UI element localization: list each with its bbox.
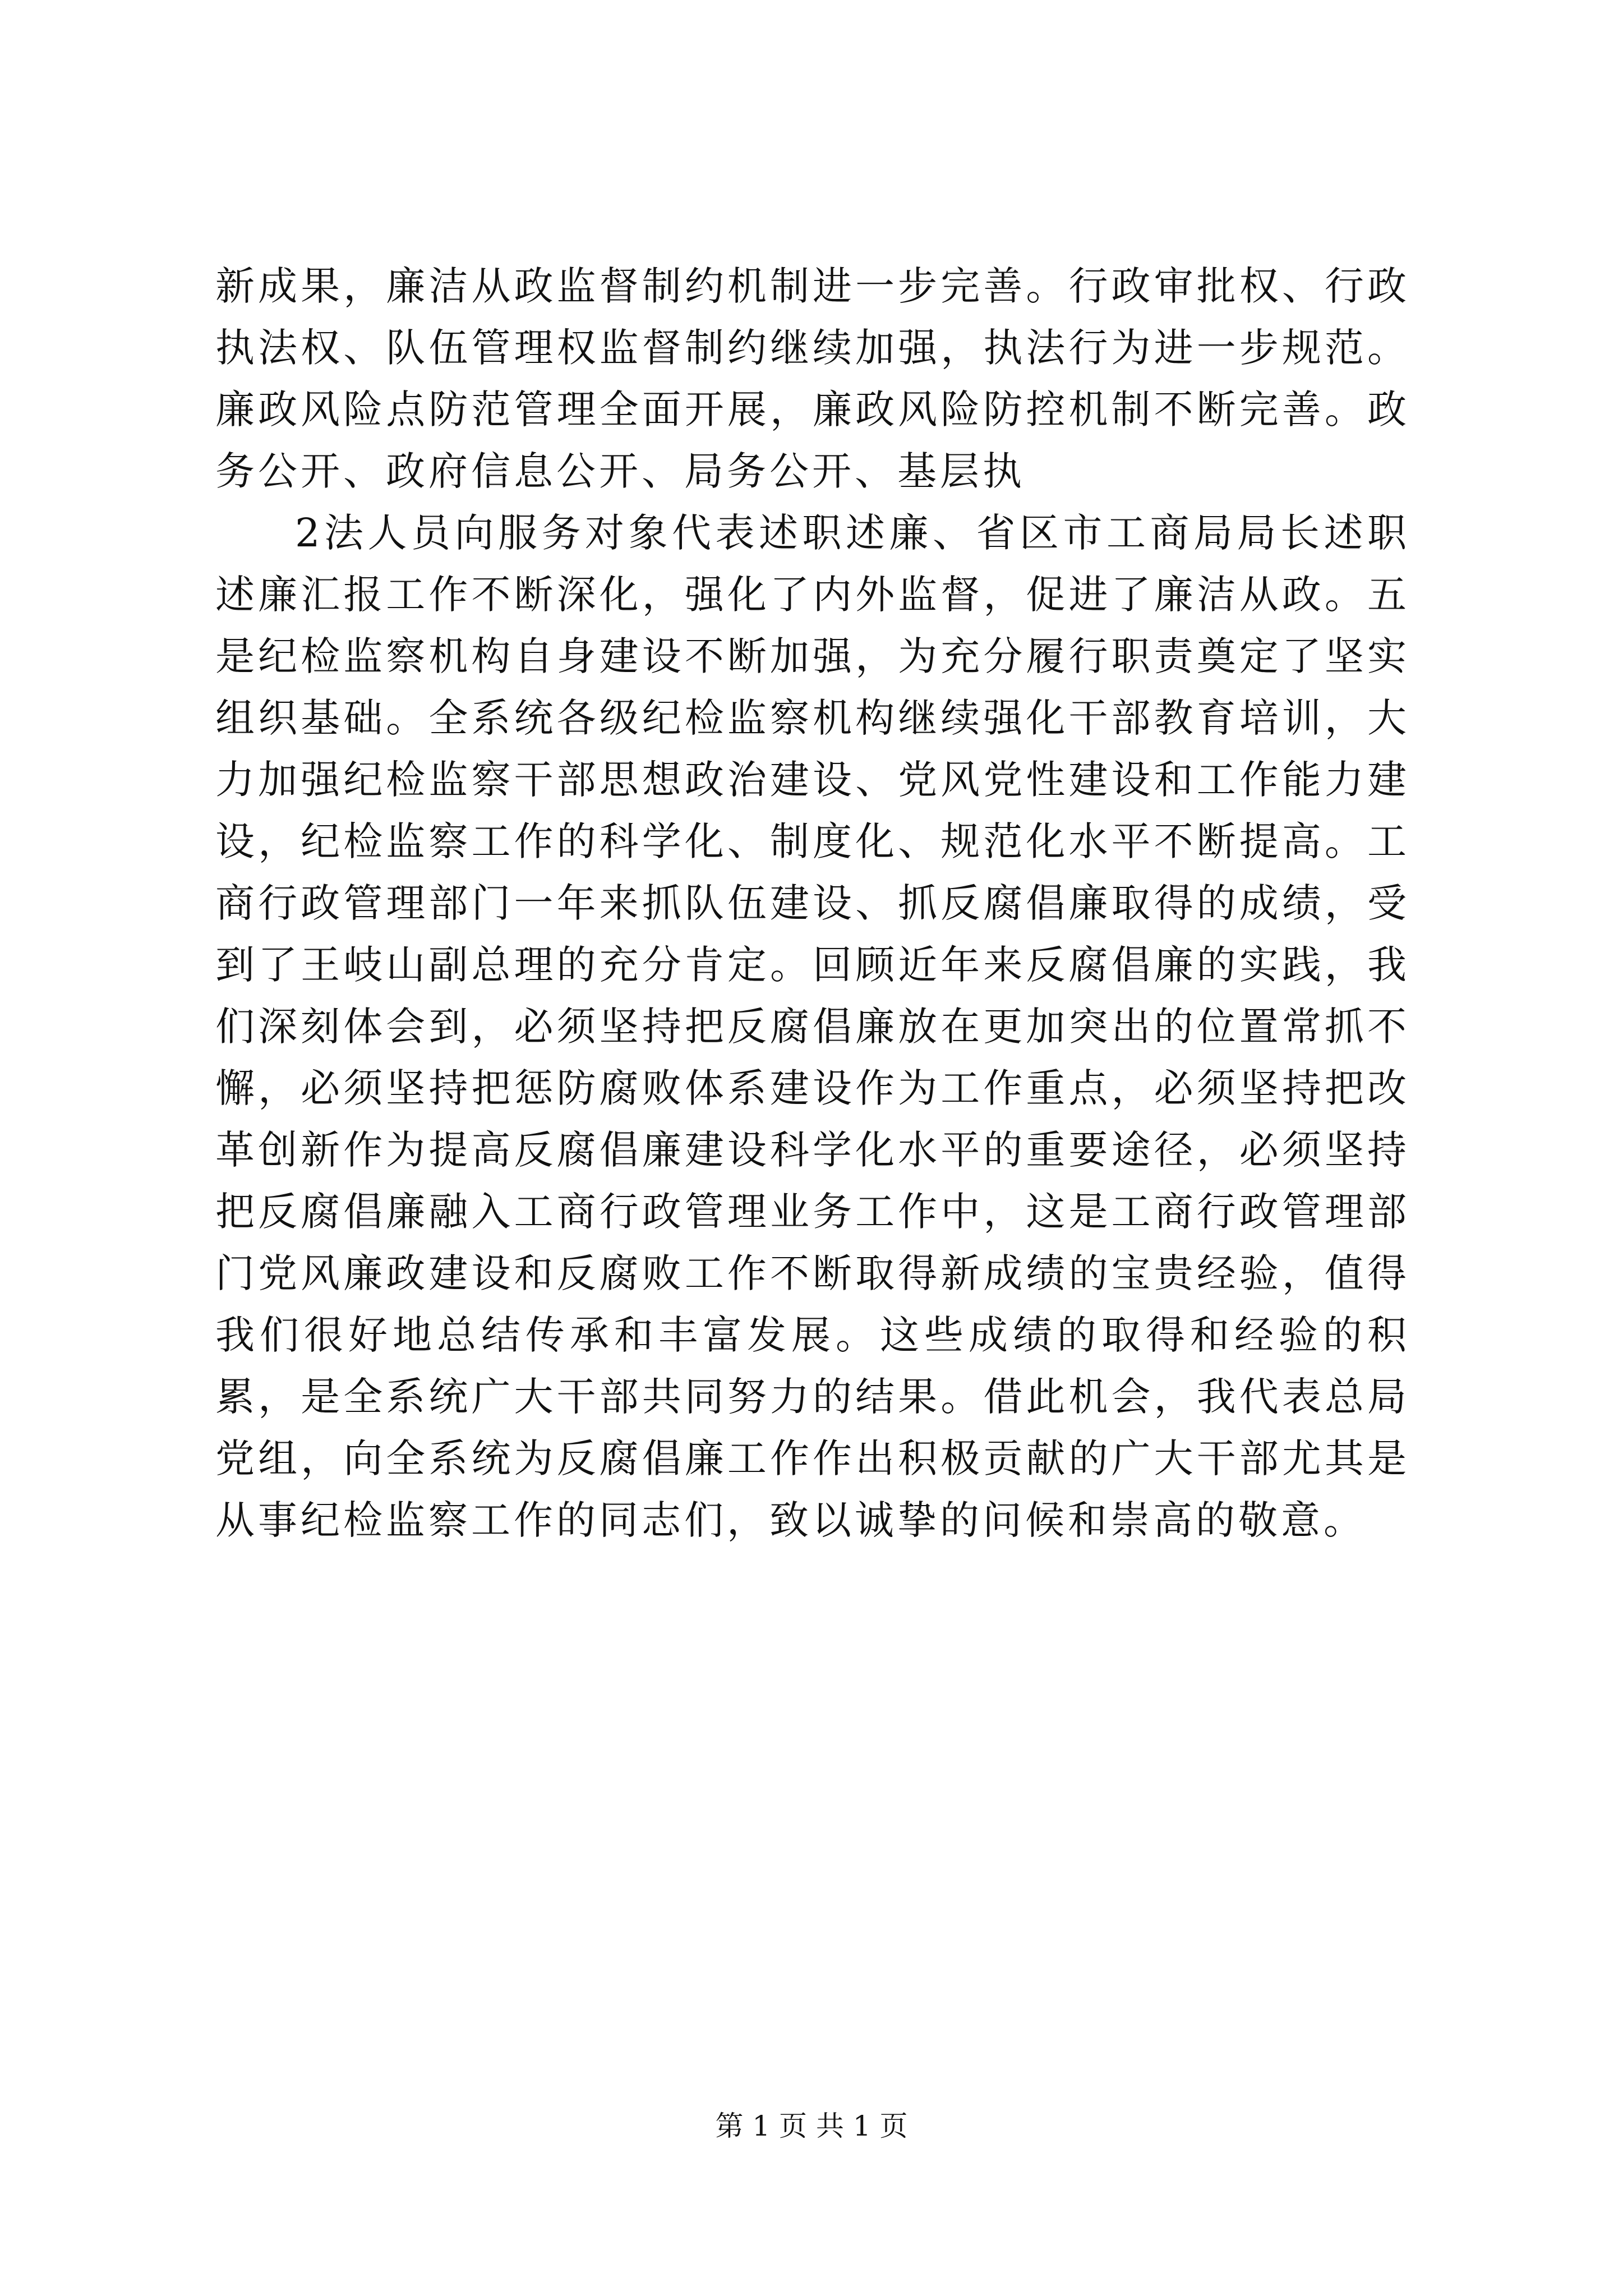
body-text <box>215 255 1410 1551</box>
page-footer: 第 1 页 共 1 页 <box>715 2110 908 2142</box>
paragraph-1: 新成果，廉洁从政监督制约机制进一步完善。行政审批权、行政执法权、队伍管理权监督制约继续加强，执法行为进一步规范。廉政风险点防范管理全面开展，廉政风险防控机制不断完善。政务公开、政府信息公开、局务公开、基层执 <box>215 263 1410 494</box>
paragraph-2: 2法人员向服务对象代表述职述廉、省区市工商局局长述职述廉汇报工作不断深化，强化了内外监督，促进了廉洁从政。五是纪检监察机构自身建设不断加强，为充分履行职责奠定了坚实组织基础。全系统各级纪检监察机构继续强化干部教育培训，大力加强纪检监察干部思想政治建设、党风党性建设和工作能力建设，纪检监察工作的科学化、制度化、规范化水平不断提高。工商行政管理部门一年来抓队伍建设、抓反腐倡廉取得的成绩，受到了王岐山副总理的充分肯定。回顾近年来反腐倡廉的实践，我们深刻体会到，必须坚持把反腐倡廉放在更加突出的位置常抓不懈，必须坚持把惩防腐败体系建设作为工作重点，必须坚持把改革创新作为提高反腐倡廉建设科学化水平的重要途径，必须坚持把反腐倡廉融入工商行政管理业务工作中，这是工商行政管理部门党风廉政建设和反腐败工作不断取得新成绩的宝贵经验，值得我们很好地总结传承和丰富发展。这些成绩的取得和经验的积累，是全系统广大干部共同努力的结果。借此机会，我代表总局党组，向全系统为反腐倡廉工作作出积极贡献的广大干部尤其是从事纪检监察工作的同志们，致以诚挚的问候和崇高的敬意。 <box>215 510 1410 1543</box>
